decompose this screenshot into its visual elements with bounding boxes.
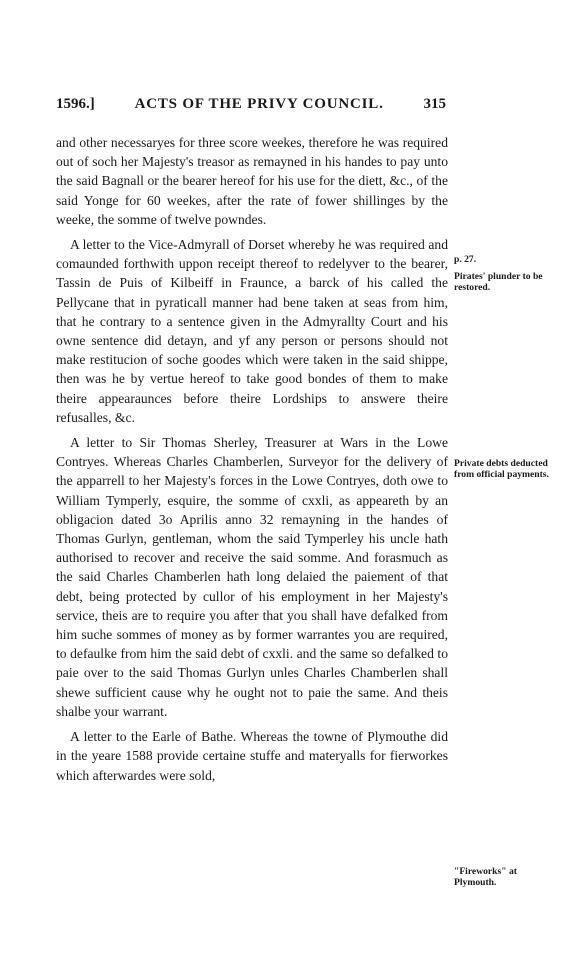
paragraph-sherley-letter: A letter to Sir Thomas Sherley, Treasurer at Wars in the Lowe Contryes. Whereas Charles Chamberlen, Surveyor for the delivery of the apparrell to her Majesty's forces in the Lowe Contryes, doth owe to William Tymperly, esquire, the somme of cxxli, as appeareth by an obligacion dated 3o Aprilis anno 32 remayning in the handes of Thomas Gurlyn, gentleman, whom the said Tymperley his uncle hath authorised to recover and receive the said somme. And forasmuch as the said Charles Chamberlen hath long delaied the paiement of that debt, being protected by cullor of his employment in her Majesty's service, theis are to require you after that you shall have defalked from him suche sommes of money as by former warrantes you are required, to defaulke from him the said debt of cxxli. and the same so defalked to paie over to the said Thomas Gurlyn unles Charles Chamberlen shall shewe sufficient cause why he ought not to paie the same. And theis shalbe your warrant. bbox=[56, 435, 448, 719]
header-title: ACTS OF THE PRIVY COUNCIL. bbox=[134, 96, 384, 112]
margin-note-private-debts: Private debts deducted from official payments. bbox=[454, 458, 549, 480]
paragraph-bathe-letter: A letter to the Earle of Bathe. Whereas the towne of Plymouthe did in the yeare 1588 provide certaine stuffe and materyalls for fierworkes which afterwardes were sold, bbox=[56, 729, 448, 783]
paragraph-dorset-letter: A letter to the Vice-Admyrall of Dorset whereby he was required and comaunded forthwith uppon receipt thereof to redelyver to the bearer, Tassin de Puis of Kilbeiff in Fraunce, a barck of his called the Pellycane that in pyraticall manner had bene taken at seas from him, that he contrary to a sentence given in the Admyrallty Court and his owne sentence did detayn, and yf any person or persons should not make restitucion of soche goodes which were taken in the said shippe, then was he by vertue hereof to take good bondes of them to make theire appearaunces before theire Lordships to answere theire refusalles, &c. bbox=[56, 237, 448, 425]
main-text bbox=[56, 133, 448, 785]
margin-note-fireworks: "Fireworks" at Plymouth. bbox=[454, 866, 517, 888]
paragraph-continuation: and other necessaryes for three score weekes, therefore he was required out of soch her Majesty's treasor as remayned in his handes to pay unto the said Bagnall or the bearer hereof for his use for the diett, &c., of the said Yonge for 60 weekes, after the rate of fower shillinges by the weeke, the somme of twelve powndes. bbox=[56, 135, 448, 227]
page-number: 315 bbox=[423, 96, 446, 112]
margin-note-pirates: Pirates' plunder to be restored. bbox=[454, 271, 543, 293]
header-year: 1596.] bbox=[56, 96, 95, 112]
margin-note-page-ref: p. 27. bbox=[454, 254, 477, 265]
running-header bbox=[56, 96, 446, 113]
